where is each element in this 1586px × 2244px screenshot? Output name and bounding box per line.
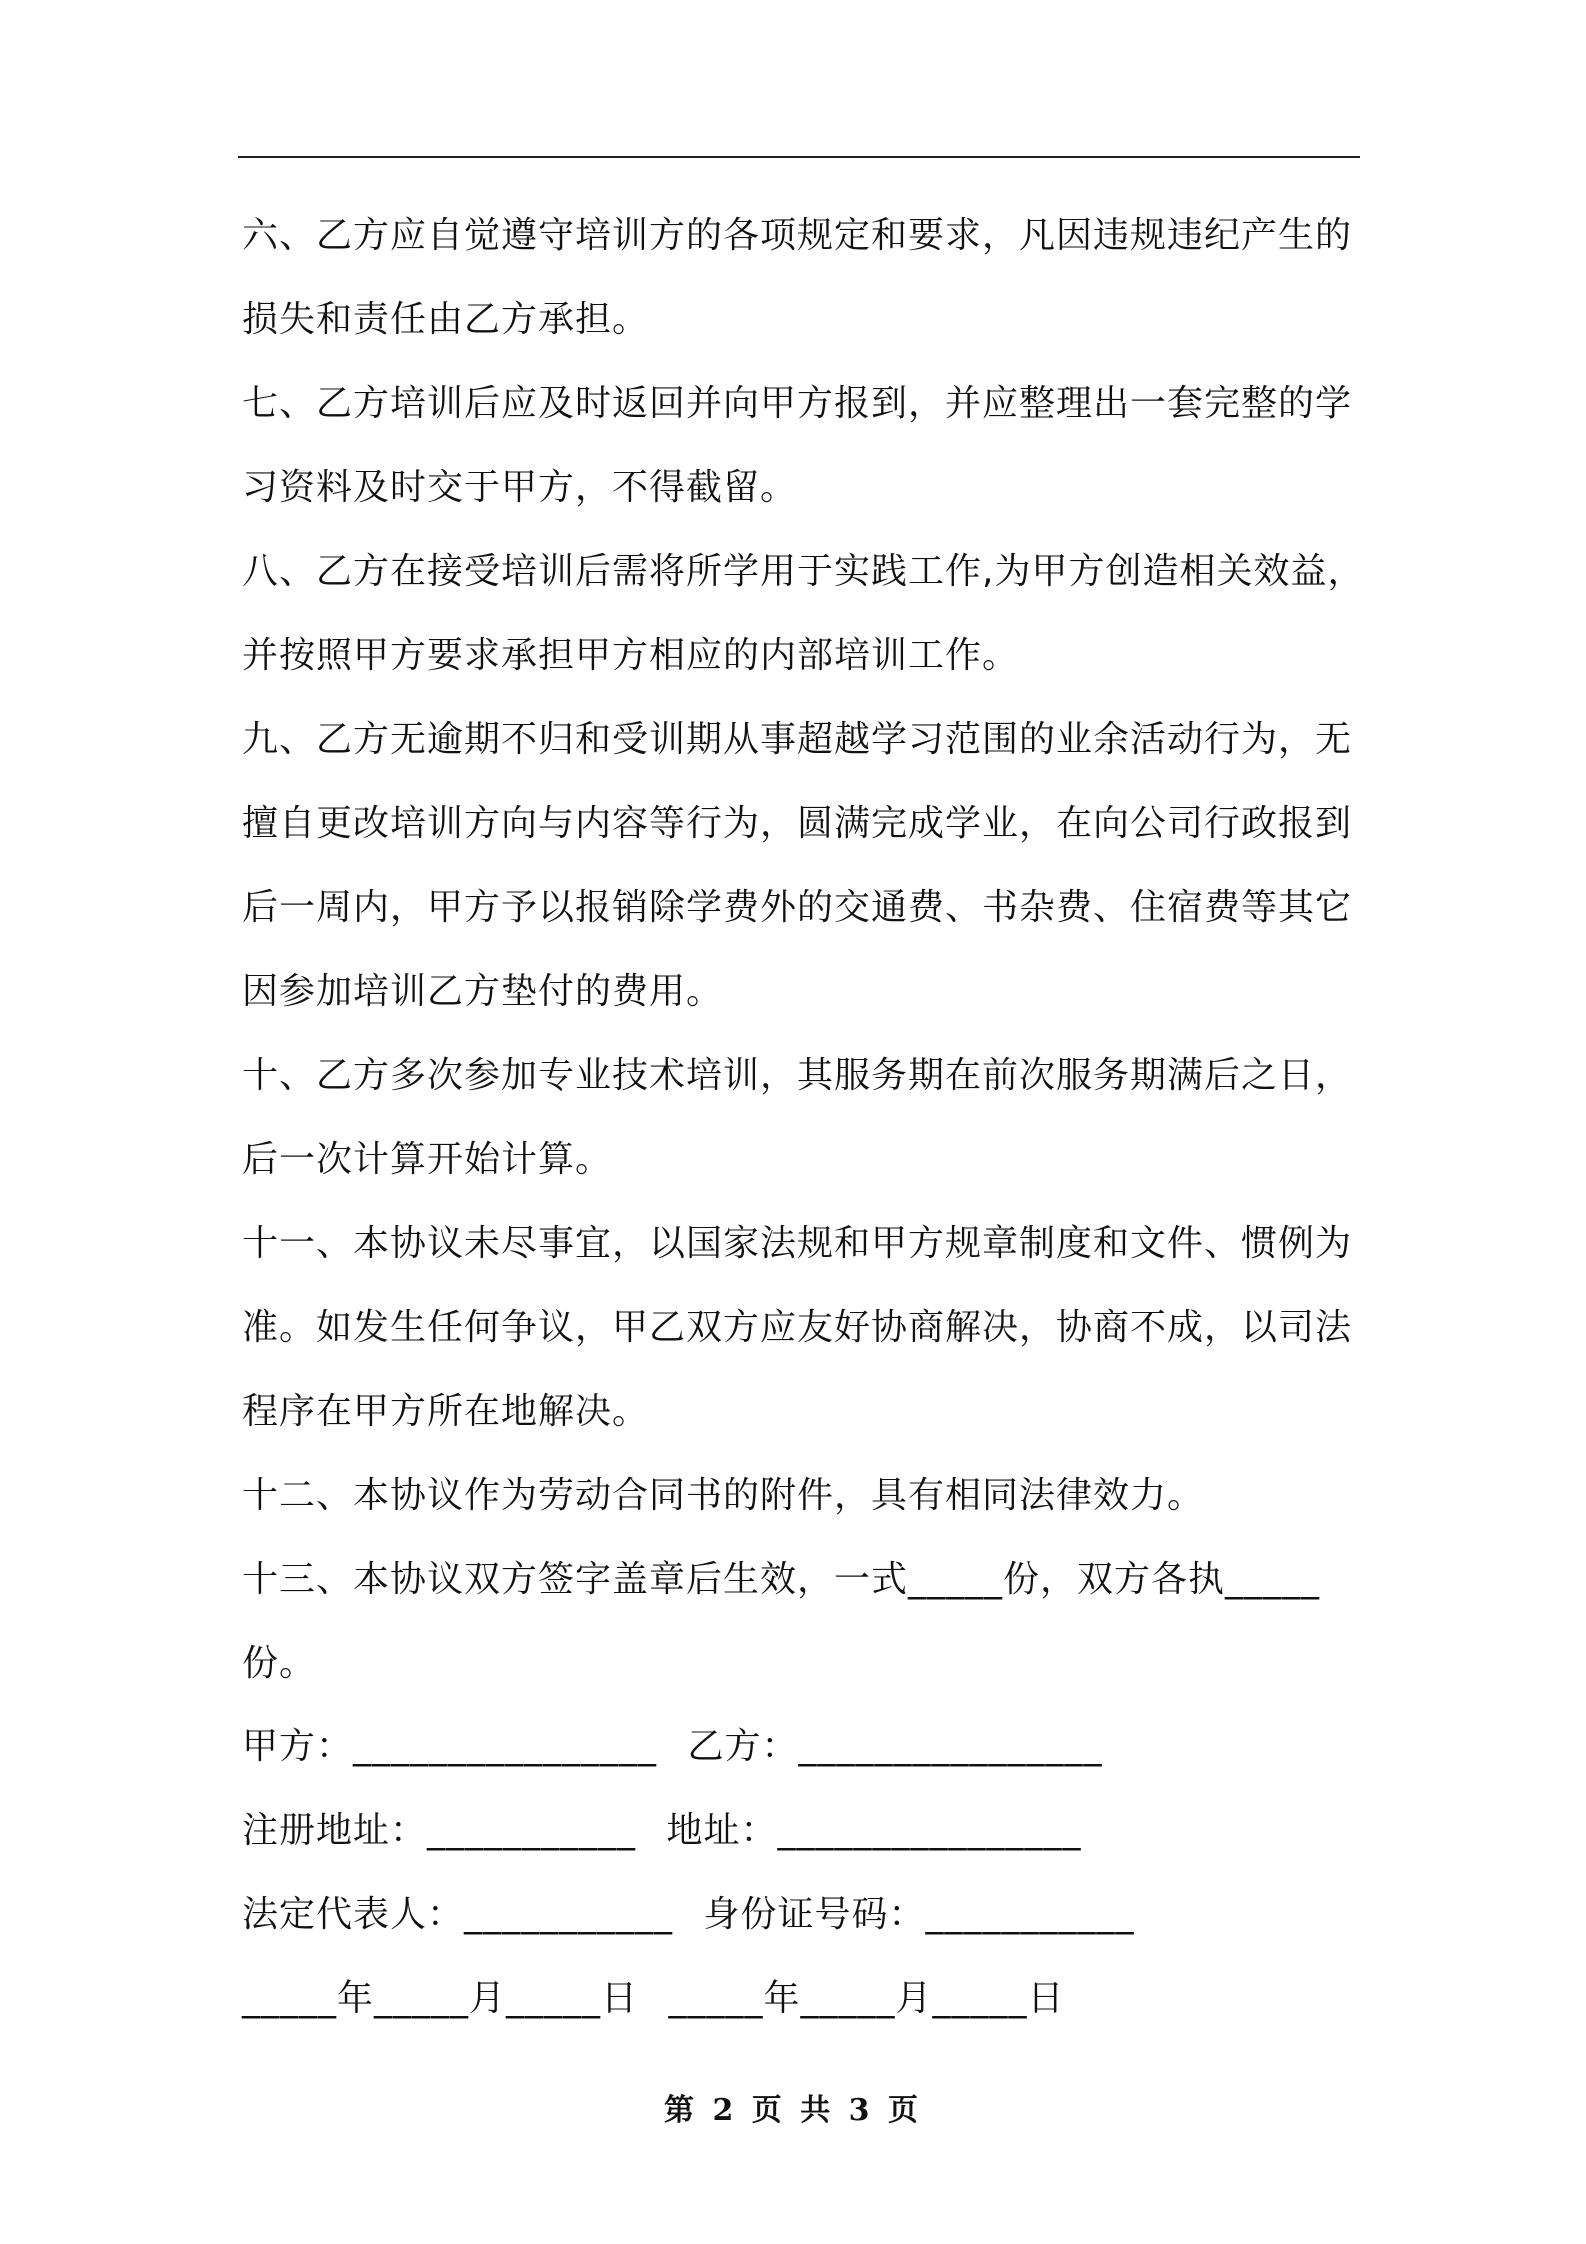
signature-row-parties	[242, 1705, 1362, 1789]
clause-7	[242, 362, 1362, 530]
clause-13	[242, 1538, 1362, 1706]
clause-line: 程序在甲方所在地解决。	[242, 1391, 650, 1432]
clause-6	[242, 194, 1362, 362]
signature-block	[242, 1705, 1362, 2041]
clause-10	[242, 1034, 1362, 1202]
registered-address-field: 注册地址：___________	[242, 1810, 637, 1851]
clause-line: 因参加培训乙方垫付的费用。	[242, 971, 724, 1012]
date-field-party-a: _____年_____月_____日	[242, 1978, 639, 2019]
signature-row-representative	[242, 1873, 1362, 1957]
signature-row-dates	[242, 1957, 1362, 2041]
clause-8	[242, 530, 1365, 698]
clause-9	[242, 698, 1362, 1034]
party-b-field: 乙方：________________	[687, 1726, 1103, 1767]
clause-line: 并按照甲方要求承担甲方相应的内部培训工作。	[242, 635, 1020, 676]
clause-line: 七、乙方培训后应及时返回并向甲方报到，并应整理出一套完整的学	[242, 383, 1353, 424]
clause-line: 十三、本协议双方签字盖章后生效，一式_____份，双方各执_____	[242, 1559, 1321, 1600]
id-number-field: 身份证号码：___________	[703, 1894, 1135, 1935]
clause-line: 六、乙方应自觉遵守培训方的各项规定和要求，凡因违规违纪产生的	[242, 215, 1353, 256]
clause-line: 份。	[242, 1643, 317, 1684]
signature-row-address	[242, 1789, 1362, 1873]
clause-line: 十一、本协议未尽事宜，以国家法规和甲方规章制度和文件、惯例为	[242, 1223, 1353, 1264]
document-body	[242, 194, 1365, 1706]
date-field-party-b: _____年_____月_____日	[668, 1978, 1065, 2019]
clause-line: 十二、本协议作为劳动合同书的附件，具有相同法律效力。	[242, 1475, 1205, 1516]
party-a-field: 甲方：________________	[242, 1726, 658, 1767]
clause-line: 十、乙方多次参加专业技术培训，其服务期在前次服务期满后之日，	[242, 1055, 1353, 1096]
clause-line: 八、乙方在接受培训后需将所学用于实践工作,为甲方创造相关效益，	[242, 551, 1365, 592]
clause-12	[242, 1454, 1362, 1538]
clause-line: 后一周内，甲方予以报销除学费外的交通费、书杂费、住宿费等其它	[242, 887, 1353, 928]
clause-line: 准。如发生任何争议，甲乙双方应友好协商解决，协商不成，以司法	[242, 1307, 1353, 1348]
header-rule	[238, 156, 1360, 158]
clause-line: 后一次计算开始计算。	[242, 1139, 613, 1180]
clause-line: 九、乙方无逾期不归和受训期从事超越学习范围的业余活动行为，无	[242, 719, 1353, 760]
page-number: 第 2 页 共 3 页	[664, 2093, 922, 2128]
clause-line: 擅自更改培训方向与内容等行为，圆满完成学业，在向公司行政报到	[242, 803, 1353, 844]
clause-11	[242, 1202, 1362, 1454]
legal-representative-field: 法定代表人：___________	[242, 1894, 674, 1935]
address-field: 地址：________________	[666, 1810, 1082, 1851]
clause-line: 习资料及时交于甲方，不得截留。	[242, 467, 798, 508]
clause-line: 损失和责任由乙方承担。	[242, 299, 650, 340]
